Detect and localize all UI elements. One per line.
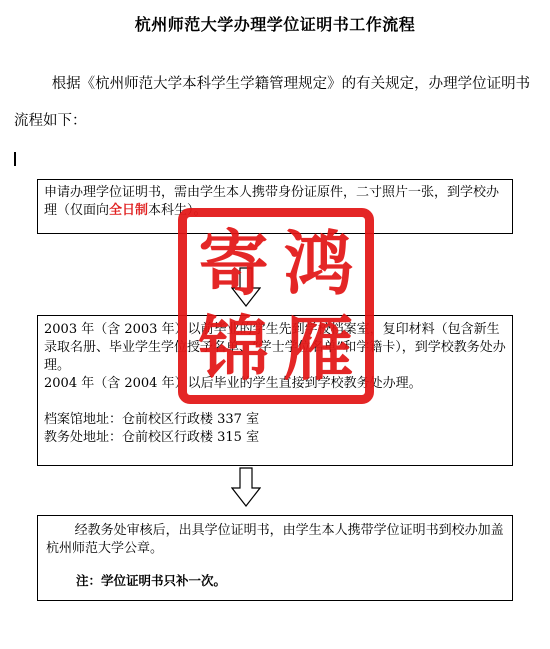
intro-paragraph: 根据《杭州师范大学本科学生学籍管理规定》的有关规定，办理学位证明书流程如下： — [14, 76, 531, 129]
text-cursor — [14, 152, 16, 166]
seal-char: 锦 — [198, 307, 269, 390]
watermark-seal — [178, 208, 374, 404]
step3-box — [37, 515, 513, 601]
step2-line-before-2003: 2003 年（含 2003 年）以前毕业的学生先到学校档案室，复印材料（包含新生录取名册、毕业学生学位授予名单、“学士学位名单”和学籍卡），到学校教务处办理。 — [44, 322, 506, 373]
archive-address: 档案馆地址：仓前校区行政楼 337 室 — [44, 412, 260, 427]
document-title: 杭州师范大学办理学位证明书工作流程 — [134, 15, 416, 34]
step3-text: 经教务处审核后，出具学位证明书，由学生本人携带学位证明书到校办加盖杭州师范大学公章。 — [46, 523, 504, 556]
step2-line-after-2004: 2004 年（含 2004 年）以后毕业的学生直接到学校教务处办理。 — [44, 376, 422, 391]
reissue-note: 注：学位证明书只补一次。 — [76, 573, 227, 588]
seal-char: 鸿 — [283, 222, 354, 305]
step1-text-after: 本科生）。 — [148, 203, 207, 218]
down-arrow-icon — [231, 467, 261, 507]
fulltime-highlight: 全日制 — [109, 203, 149, 218]
seal-char: 雁 — [283, 307, 354, 390]
step1-text-before: 申请办理学位证明书，需由学生本人携带身份证原件，二寸照片一张，到学校办理（仅面向 — [44, 185, 500, 218]
academic-office-address: 教务处地址：仓前校区行政楼 315 室 — [44, 430, 260, 445]
seal-char: 寄 — [198, 222, 269, 305]
